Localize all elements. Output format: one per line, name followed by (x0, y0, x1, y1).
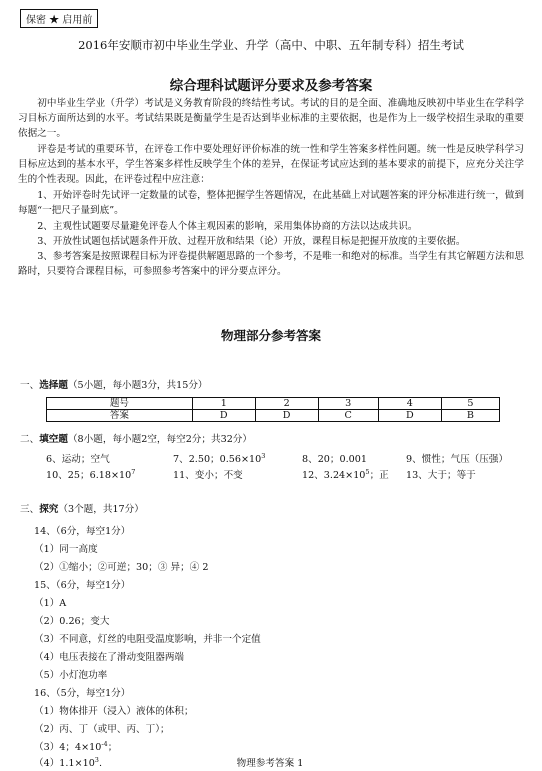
fill-answer-6: 6、运动；空气 (46, 454, 110, 465)
section-2-note: （8小题，每小题2空，每空2分；共32分） (67, 434, 252, 445)
fill-answer-7: 7、2.50；$0.56\times 10^3$ (173, 451, 266, 465)
fill-answer-8: 8、20；0.001 (302, 454, 367, 465)
section-3-number: 三、 (20, 504, 40, 515)
document-title: 综合理科试题评分要求及参考答案 (169, 78, 373, 94)
question-number-cell: 4 (378, 398, 441, 410)
answer-cell: B (441, 410, 499, 422)
table-row (47, 398, 500, 410)
section-1-heading (20, 377, 208, 391)
intro-rule-3: 3、开放性试题包括试题条件开放、过程开放和结果（论）开放，课程目标是把握开放度的主要依据。 (37, 236, 466, 247)
question-number-cell: 2 (255, 398, 318, 410)
fill-answer-10: 10、25；$6.18\times 10^7$ (46, 467, 136, 481)
q15-answer-2: （2）0.26；变大 (34, 616, 110, 627)
section-3-name: 探究 (39, 504, 59, 515)
q14-heading: 14、（6分，每空1分） (34, 526, 131, 537)
q15-answer-1: （1）A (34, 598, 67, 609)
q16-answer-3: （3）4；$4\times 10^{-4}$； (34, 739, 118, 753)
q15-answer-5: （5）小灯泡功率 (34, 670, 108, 681)
intro-rule-2: 2、主观性试题要尽量避免评卷人个体主观因素的影响，采用集体协商的方法以达成共识。 (37, 221, 418, 232)
question-number-cell: 1 (192, 398, 255, 410)
fill-answer-13: 13、大于；等于 (406, 470, 476, 481)
q16-heading: 16、（5分，每空1分） (34, 688, 131, 699)
fill-answer-11: 11、变小；不变 (173, 470, 243, 481)
section-2-heading (20, 431, 252, 445)
q14-answer-1: （1）同一高度 (34, 544, 98, 555)
section-2-number: 二、 (20, 434, 40, 445)
intro-paragraph-2: 评卷是考试的重要环节，在评卷工作中要处理好评价标准的统一性和学生答案多样性问题。统一性是反映学科学习目标应达到的基本水平，学生答案多样性反映学生个体的差异，在保证考试应达到的基本要求的前提下，应充分关注学生的个性表现。因此，在评卷过程中应注意： (18, 144, 524, 186)
page-footer: 物理参考答案 1 (236, 758, 304, 769)
q16-answer-1: （1）物体排开（浸入）液体的体积； (34, 706, 194, 717)
answer-cell: D (192, 410, 255, 422)
answer-cell: D (255, 410, 318, 422)
choice-answer-table (46, 397, 500, 422)
table-row (47, 410, 500, 422)
q14-answer-2: （2）①缩小；②可逆；30；③ 异；④ 2 (34, 562, 209, 573)
fill-answer-9: 9、惯性；气压（压强） (406, 454, 509, 465)
q16-answer-4: $(4)1.1\times 10^3$. (34, 755, 102, 769)
confidential-badge: 保密 ★ 启用前 (20, 9, 98, 28)
section-1-number: 一、 (20, 380, 40, 391)
q16-answer-2: （2）丙、丁（或甲、丙、丁）； (34, 724, 170, 735)
section-2-name: 填空题 (39, 434, 68, 445)
answer-cell: D (378, 410, 441, 422)
q15-answer-3: （3）不同意，灯丝的电阻受温度影响，并非一个定值 (34, 634, 261, 645)
question-number-cell: 5 (441, 398, 499, 410)
question-number-header: 题号 (47, 398, 193, 410)
answer-header: 答案 (47, 410, 193, 422)
section-3-heading (20, 501, 144, 515)
exam-title: 2016年安顺市初中毕业生学业、升学（高中、中职、五年制专科）招生考试 (78, 38, 464, 52)
question-number-cell: 3 (318, 398, 378, 410)
section-3-note: （3个题，共17分） (58, 504, 144, 515)
q15-answer-4: （4）电压表接在了滑动变阻器两端 (34, 652, 185, 663)
section-1-name: 选择题 (39, 380, 68, 391)
intro-paragraph-1: 初中毕业生学业（升学）考试是义务教育阶段的终结性考试。考试的目的是全面、准确地反映初中毕业生在学科学习目标方面所达到的水平。考试结果既是衡量学生是否达到毕业标准的主要依据，也是作为上一级学校招生录取的重要依据之一。 (18, 98, 524, 140)
intro-rule-4: 3、参考答案是按照课程目标为评卷提供解题思路的一个参考，不是唯一和绝对的标准。当学生有其它解题方法和思路时，只要符合课程目标，可参照参考答案中的评分要点评分。 (18, 251, 524, 278)
physics-section-title: 物理部分参考答案 (220, 328, 321, 343)
section-1-note: （5小题，每小题3分，共15分） (67, 380, 208, 391)
answer-cell: C (318, 410, 378, 422)
q15-heading: 15、（6分，每空1分） (34, 580, 131, 591)
intro-rule-1: 1、开始评卷时先试评一定数量的试卷，整体把握学生答题情况，在此基础上对试题答案的评分标准进行统一，做到每题“一把尺子量到底”。 (18, 190, 524, 217)
fill-answer-12: 12、$3.24\times 10^5$；正 (302, 467, 389, 481)
